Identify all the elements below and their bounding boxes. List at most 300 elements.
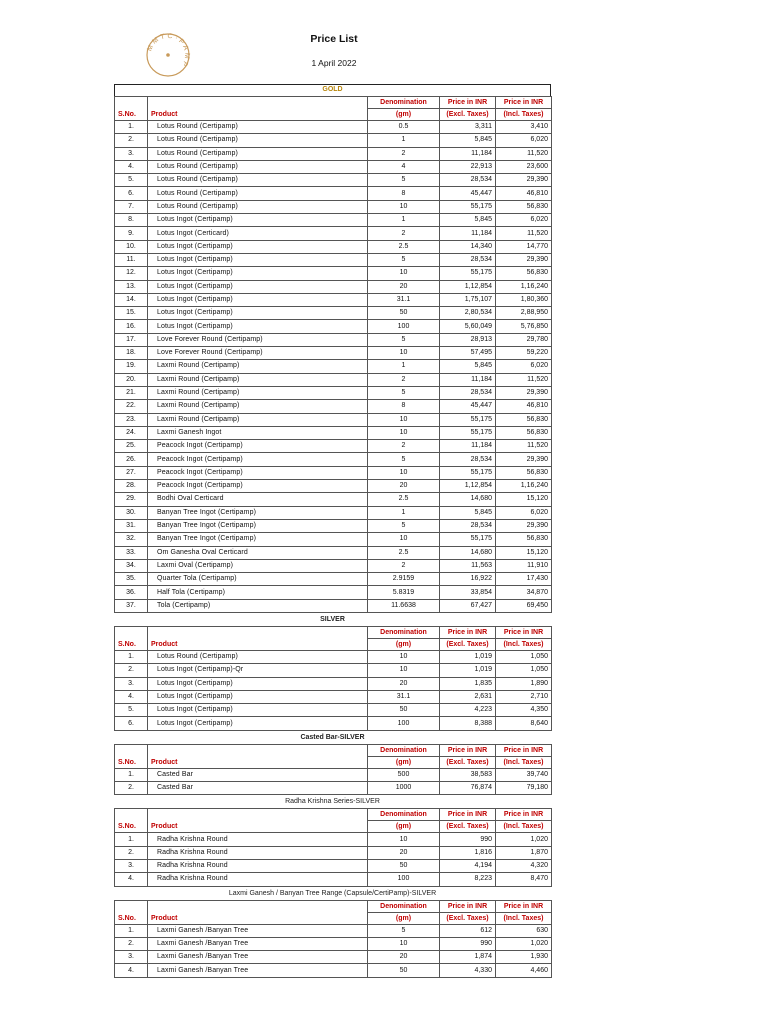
price-incl-cell: 29,390 (496, 453, 552, 466)
price-incl-cell: 6,020 (496, 214, 552, 227)
product-cell: Banyan Tree Ingot (Certipamp) (148, 506, 368, 519)
price-excl-cell: 14,680 (440, 546, 496, 559)
product-cell: Lotus Ingot (Certipamp) (148, 293, 368, 306)
price-excl-cell: 67,427 (440, 599, 496, 612)
price-excl-cell: 28,913 (440, 333, 496, 346)
price-incl-cell: 15,120 (496, 546, 552, 559)
price-excl-cell: 11,184 (440, 227, 496, 240)
table-row (115, 704, 552, 717)
sno-cell: 24. (115, 426, 148, 439)
sno-cell: 27. (115, 466, 148, 479)
price-excl-cell: 2,631 (440, 690, 496, 703)
price-excl-cell: 5,845 (440, 214, 496, 227)
price-incl-cell: 29,780 (496, 333, 552, 346)
product-cell: Banyan Tree Ingot (Certipamp) (148, 519, 368, 532)
product-cell: Laxmi Ganesh /Banyan Tree (148, 937, 368, 950)
table-row (115, 160, 552, 173)
product-cell: Lotus Round (Certipamp) (148, 160, 368, 173)
price-excl-cell: 1,019 (440, 664, 496, 677)
denomination-cell: 20 (368, 280, 440, 293)
price-excl-cell: 55,175 (440, 413, 496, 426)
product-cell: Lotus Ingot (Certipamp) (148, 267, 368, 280)
denomination-cell: 5 (368, 386, 440, 399)
sno-cell: 26. (115, 453, 148, 466)
price-excl-header: Price in INR (440, 97, 496, 109)
sno-cell: 3. (115, 859, 148, 872)
price-excl-cell: 28,534 (440, 386, 496, 399)
price-incl-cell: 34,870 (496, 586, 552, 599)
table-row (115, 320, 552, 333)
product-cell: Peacock Ingot (Certipamp) (148, 480, 368, 493)
denomination-cell: 2 (368, 227, 440, 240)
sno-cell: 5. (115, 704, 148, 717)
product-cell: Peacock Ingot (Certipamp) (148, 453, 368, 466)
product-cell: Radha Krishna Round (148, 859, 368, 872)
price-incl-subheader: (Incl. Taxes) (496, 912, 552, 924)
price-incl-cell: 29,390 (496, 174, 552, 187)
sno-cell: 3. (115, 951, 148, 964)
table-row (115, 373, 552, 386)
product-cell: Laxmi Ganesh /Banyan Tree (148, 964, 368, 977)
table-row (115, 121, 552, 134)
price-incl-cell: 11,910 (496, 559, 552, 572)
sno-header: S.No. (115, 900, 148, 924)
product-cell: Lotus Ingot (Certipamp) (148, 240, 368, 253)
denomination-cell: 10 (368, 650, 440, 663)
product-cell: Laxmi Round (Certipamp) (148, 360, 368, 373)
sno-cell: 35. (115, 573, 148, 586)
denomination-cell: 31.1 (368, 690, 440, 703)
product-cell: Lotus Ingot (Certicard) (148, 227, 368, 240)
sno-cell: 11. (115, 253, 148, 266)
denomination-cell: 2 (368, 440, 440, 453)
price-excl-cell: 1,12,854 (440, 480, 496, 493)
price-excl-subheader: (Excl. Taxes) (440, 756, 496, 768)
product-cell: Lotus Ingot (Certipamp) (148, 704, 368, 717)
price-excl-cell: 1,75,107 (440, 293, 496, 306)
product-cell: Lotus Round (Certipamp) (148, 187, 368, 200)
price-incl-cell: 69,450 (496, 599, 552, 612)
table-row (115, 253, 552, 266)
table-row (115, 440, 552, 453)
price-incl-cell: 29,390 (496, 386, 552, 399)
product-header: Product (148, 900, 368, 924)
price-excl-subheader: (Excl. Taxes) (440, 912, 496, 924)
price-excl-cell: 55,175 (440, 466, 496, 479)
price-incl-cell: 1,16,240 (496, 480, 552, 493)
price-incl-cell: 56,830 (496, 426, 552, 439)
sno-cell: 9. (115, 227, 148, 240)
price-incl-subheader: (Incl. Taxes) (496, 109, 552, 121)
table-row (115, 480, 552, 493)
table-row (115, 493, 552, 506)
sno-cell: 32. (115, 533, 148, 546)
price-excl-cell: 8,223 (440, 873, 496, 886)
price-excl-cell: 5,60,049 (440, 320, 496, 333)
price-excl-cell: 1,874 (440, 951, 496, 964)
table-row (115, 280, 552, 293)
table-row (115, 174, 552, 187)
sno-cell: 2. (115, 782, 148, 795)
product-cell: Lotus Round (Certipamp) (148, 174, 368, 187)
price-incl-cell: 29,390 (496, 519, 552, 532)
product-header: Product (148, 744, 368, 768)
denomination-cell: 10 (368, 466, 440, 479)
product-cell: Banyan Tree Ingot (Certipamp) (148, 533, 368, 546)
table-row (115, 187, 552, 200)
price-excl-cell: 1,835 (440, 677, 496, 690)
product-header: Product (148, 626, 368, 650)
price-excl-cell: 16,922 (440, 573, 496, 586)
denomination-cell: 20 (368, 846, 440, 859)
price-excl-cell: 33,854 (440, 586, 496, 599)
price-incl-cell: 79,180 (496, 782, 552, 795)
denomination-cell: 10 (368, 347, 440, 360)
product-cell: Lotus Ingot (Certipamp) (148, 307, 368, 320)
price-excl-subheader: (Excl. Taxes) (440, 638, 496, 650)
sno-cell: 15. (115, 307, 148, 320)
price-incl-cell: 6,020 (496, 506, 552, 519)
denomination-cell: 20 (368, 677, 440, 690)
price-excl-cell: 55,175 (440, 533, 496, 546)
denomination-unit-header: (gm) (368, 756, 440, 768)
denomination-cell: 2.5 (368, 240, 440, 253)
table-row (115, 506, 552, 519)
price-list-content (114, 84, 551, 978)
denomination-cell: 2 (368, 373, 440, 386)
sno-cell: 7. (115, 200, 148, 213)
product-cell: Laxmi Round (Certipamp) (148, 386, 368, 399)
price-excl-header: Price in INR (440, 626, 496, 638)
radha-krishna-section-title: Radha Krishna Series-SILVER (285, 798, 380, 806)
denomination-cell: 10 (368, 426, 440, 439)
sno-cell: 8. (115, 214, 148, 227)
denomination-cell: 100 (368, 717, 440, 730)
price-excl-cell: 5,845 (440, 360, 496, 373)
sno-cell: 33. (115, 546, 148, 559)
denomination-cell: 2.5 (368, 546, 440, 559)
price-incl-cell: 29,390 (496, 253, 552, 266)
denomination-unit-header: (gm) (368, 109, 440, 121)
denomination-cell: 4 (368, 160, 440, 173)
price-incl-cell: 2,88,950 (496, 307, 552, 320)
sno-cell: 31. (115, 519, 148, 532)
denomination-cell: 0.5 (368, 121, 440, 134)
product-cell: Lotus Ingot (Certipamp) (148, 690, 368, 703)
product-cell: Laxmi Ganesh Ingot (148, 426, 368, 439)
price-incl-cell: 6,020 (496, 134, 552, 147)
denomination-cell: 5 (368, 519, 440, 532)
denomination-header: Denomination (368, 809, 440, 821)
price-incl-cell: 5,76,850 (496, 320, 552, 333)
product-cell: Casted Bar (148, 782, 368, 795)
denomination-cell: 50 (368, 704, 440, 717)
sno-cell: 14. (115, 293, 148, 306)
product-cell: Lotus Ingot (Certipamp)-Qr (148, 664, 368, 677)
denomination-cell: 2 (368, 559, 440, 572)
denomination-cell: 5 (368, 253, 440, 266)
price-date: 1 April 2022 (311, 58, 357, 68)
sno-cell: 6. (115, 717, 148, 730)
sno-cell: 19. (115, 360, 148, 373)
price-excl-cell: 990 (440, 937, 496, 950)
product-cell: Laxmi Round (Certipamp) (148, 400, 368, 413)
table-row (115, 413, 552, 426)
denomination-header: Denomination (368, 97, 440, 109)
price-incl-cell: 23,600 (496, 160, 552, 173)
price-incl-cell: 3,410 (496, 121, 552, 134)
price-incl-cell: 1,020 (496, 937, 552, 950)
price-incl-cell: 56,830 (496, 200, 552, 213)
price-excl-cell: 14,340 (440, 240, 496, 253)
table-row (115, 466, 552, 479)
price-incl-cell: 1,870 (496, 846, 552, 859)
denomination-cell: 5 (368, 174, 440, 187)
table-row (115, 586, 552, 599)
table-row (115, 360, 552, 373)
sno-cell: 13. (115, 280, 148, 293)
casted-bar-section-title: Casted Bar-SILVER (300, 733, 365, 741)
denomination-cell: 10 (368, 664, 440, 677)
product-cell: Casted Bar (148, 768, 368, 781)
denomination-cell: 10 (368, 833, 440, 846)
price-incl-cell: 1,930 (496, 951, 552, 964)
sno-cell: 23. (115, 413, 148, 426)
sno-cell: 5. (115, 174, 148, 187)
price-incl-cell: 56,830 (496, 413, 552, 426)
price-excl-cell: 11,563 (440, 559, 496, 572)
sno-cell: 28. (115, 480, 148, 493)
price-excl-cell: 4,194 (440, 859, 496, 872)
denomination-cell: 10 (368, 937, 440, 950)
product-cell: Love Forever Round (Certipamp) (148, 333, 368, 346)
denomination-unit-header: (gm) (368, 821, 440, 833)
price-excl-cell: 11,184 (440, 147, 496, 160)
sno-cell: 20. (115, 373, 148, 386)
product-header: Product (148, 97, 368, 121)
sno-cell: 25. (115, 440, 148, 453)
denomination-cell: 8 (368, 400, 440, 413)
table-row (115, 240, 552, 253)
denomination-cell: 1 (368, 134, 440, 147)
product-cell: Lotus Ingot (Certipamp) (148, 320, 368, 333)
page-title: Price List (310, 33, 358, 45)
price-incl-cell: 8,470 (496, 873, 552, 886)
price-incl-cell: 39,740 (496, 768, 552, 781)
denomination-header: Denomination (368, 900, 440, 912)
price-excl-cell: 28,534 (440, 453, 496, 466)
price-excl-cell: 45,447 (440, 187, 496, 200)
denomination-cell: 50 (368, 964, 440, 977)
denomination-header: Denomination (368, 744, 440, 756)
price-incl-cell: 1,050 (496, 664, 552, 677)
table-row (115, 426, 552, 439)
denomination-cell: 500 (368, 768, 440, 781)
sno-cell: 1. (115, 768, 148, 781)
table-row (115, 873, 552, 886)
table-row (115, 717, 552, 730)
product-header: Product (148, 809, 368, 833)
price-incl-cell: 4,320 (496, 859, 552, 872)
table-row (115, 400, 552, 413)
price-incl-cell: 14,770 (496, 240, 552, 253)
denomination-cell: 50 (368, 859, 440, 872)
price-incl-cell: 11,520 (496, 440, 552, 453)
denomination-header: Denomination (368, 626, 440, 638)
product-cell: Radha Krishna Round (148, 833, 368, 846)
price-incl-cell: 4,350 (496, 704, 552, 717)
price-excl-cell: 990 (440, 833, 496, 846)
sno-cell: 37. (115, 599, 148, 612)
price-excl-cell: 28,534 (440, 174, 496, 187)
table-row (115, 859, 552, 872)
price-excl-subheader: (Excl. Taxes) (440, 109, 496, 121)
product-cell: Half Tola (Certipamp) (148, 586, 368, 599)
price-incl-cell: 630 (496, 924, 552, 937)
sno-header: S.No. (115, 97, 148, 121)
sno-cell: 2. (115, 937, 148, 950)
table-row (115, 951, 552, 964)
denomination-unit-header: (gm) (368, 638, 440, 650)
sno-cell: 30. (115, 506, 148, 519)
sno-cell: 10. (115, 240, 148, 253)
price-incl-subheader: (Incl. Taxes) (496, 638, 552, 650)
table-row (115, 307, 552, 320)
sno-cell: 6. (115, 187, 148, 200)
sno-cell: 1. (115, 650, 148, 663)
price-excl-cell: 11,184 (440, 373, 496, 386)
casted-bar-price-table (114, 744, 552, 796)
sno-cell: 34. (115, 559, 148, 572)
sno-cell: 16. (115, 320, 148, 333)
denomination-cell: 1000 (368, 782, 440, 795)
product-cell: Om Ganesha Oval Certicard (148, 546, 368, 559)
gold-price-table (114, 96, 552, 613)
logo-text: MMTC·PAMP (146, 32, 191, 70)
table-row (115, 833, 552, 846)
price-excl-cell: 11,184 (440, 440, 496, 453)
table-row (115, 768, 552, 781)
denomination-cell: 1 (368, 360, 440, 373)
table-row (115, 267, 552, 280)
table-row (115, 964, 552, 977)
price-excl-cell: 38,583 (440, 768, 496, 781)
denomination-cell: 10 (368, 533, 440, 546)
price-incl-cell: 11,520 (496, 147, 552, 160)
table-row (115, 214, 552, 227)
table-row (115, 846, 552, 859)
table-row (115, 533, 552, 546)
table-row (115, 227, 552, 240)
price-excl-cell: 8,388 (440, 717, 496, 730)
price-incl-cell: 1,80,360 (496, 293, 552, 306)
price-incl-subheader: (Incl. Taxes) (496, 756, 552, 768)
denomination-cell: 8 (368, 187, 440, 200)
price-excl-cell: 5,845 (440, 506, 496, 519)
sno-cell: 17. (115, 333, 148, 346)
denomination-cell: 10 (368, 413, 440, 426)
product-cell: Laxmi Round (Certipamp) (148, 413, 368, 426)
price-incl-cell: 6,020 (496, 360, 552, 373)
price-incl-cell: 56,830 (496, 533, 552, 546)
price-excl-cell: 14,680 (440, 493, 496, 506)
table-row (115, 333, 552, 346)
sno-cell: 2. (115, 134, 148, 147)
sno-cell: 1. (115, 121, 148, 134)
product-cell: Lotus Ingot (Certipamp) (148, 253, 368, 266)
sno-cell: 4. (115, 160, 148, 173)
price-incl-cell: 11,520 (496, 227, 552, 240)
table-row (115, 200, 552, 213)
price-excl-cell: 2,80,534 (440, 307, 496, 320)
sno-cell: 36. (115, 586, 148, 599)
sno-header: S.No. (115, 744, 148, 768)
table-row (115, 599, 552, 612)
product-cell: Peacock Ingot (Certipamp) (148, 440, 368, 453)
price-excl-cell: 22,913 (440, 160, 496, 173)
price-incl-cell: 1,16,240 (496, 280, 552, 293)
product-cell: Bodhi Oval Certicard (148, 493, 368, 506)
price-incl-header: Price in INR (496, 900, 552, 912)
laxmi-ganesh-section-title: Laxmi Ganesh / Banyan Tree Range (Capsule/CertiPamp)-SILVER (228, 889, 437, 897)
denomination-cell: 31.1 (368, 293, 440, 306)
price-incl-cell: 1,020 (496, 833, 552, 846)
price-excl-cell: 1,816 (440, 846, 496, 859)
denomination-cell: 10 (368, 200, 440, 213)
price-incl-subheader: (Incl. Taxes) (496, 821, 552, 833)
product-cell: Quarter Tola (Certipamp) (148, 573, 368, 586)
price-excl-cell: 55,175 (440, 267, 496, 280)
price-excl-cell: 3,311 (440, 121, 496, 134)
laxmi-ganesh-price-table (114, 900, 552, 978)
denomination-cell: 100 (368, 873, 440, 886)
price-excl-cell: 28,534 (440, 253, 496, 266)
sno-cell: 4. (115, 873, 148, 886)
product-cell: Lotus Round (Certipamp) (148, 200, 368, 213)
price-excl-cell: 4,330 (440, 964, 496, 977)
sno-cell: 3. (115, 677, 148, 690)
denomination-cell: 5 (368, 453, 440, 466)
table-row (115, 546, 552, 559)
table-row (115, 664, 552, 677)
price-excl-cell: 5,845 (440, 134, 496, 147)
sno-cell: 21. (115, 386, 148, 399)
price-excl-cell: 55,175 (440, 200, 496, 213)
price-excl-cell: 1,12,854 (440, 280, 496, 293)
sno-cell: 2. (115, 846, 148, 859)
product-cell: Laxmi Ganesh /Banyan Tree (148, 951, 368, 964)
product-cell: Radha Krishna Round (148, 873, 368, 886)
table-row (115, 782, 552, 795)
price-incl-cell: 1,050 (496, 650, 552, 663)
product-cell: Lotus Round (Certipamp) (148, 134, 368, 147)
price-incl-header: Price in INR (496, 97, 552, 109)
table-row (115, 690, 552, 703)
price-incl-cell: 59,220 (496, 347, 552, 360)
denomination-cell: 2.5 (368, 493, 440, 506)
table-row (115, 650, 552, 663)
sno-cell: 18. (115, 347, 148, 360)
radha-krishna-price-table (114, 808, 552, 886)
denomination-cell: 100 (368, 320, 440, 333)
product-cell: Love Forever Round (Certipamp) (148, 347, 368, 360)
price-incl-header: Price in INR (496, 744, 552, 756)
sno-cell: 22. (115, 400, 148, 413)
price-incl-cell: 46,810 (496, 187, 552, 200)
product-cell: Lotus Round (Certipamp) (148, 650, 368, 663)
product-cell: Lotus Ingot (Certipamp) (148, 280, 368, 293)
denomination-cell: 2.9159 (368, 573, 440, 586)
